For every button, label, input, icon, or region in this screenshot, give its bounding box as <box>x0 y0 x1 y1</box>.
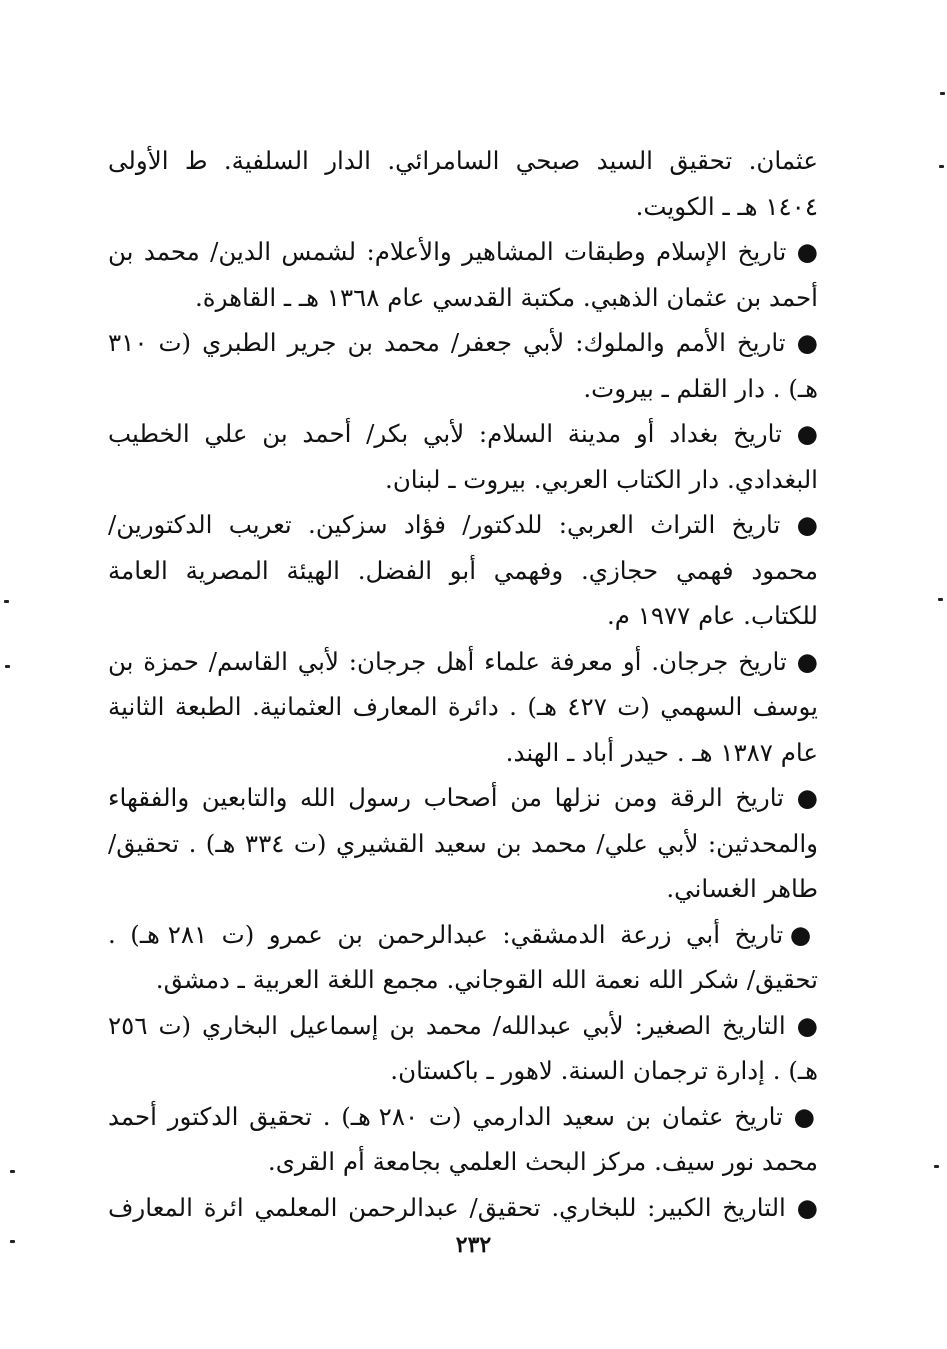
entry-line: محمود فهمي حجازي. وفهمي أبو الفضل. الهيئة المصرية العامة <box>108 555 818 585</box>
entry-line: ● تاريخ بغداد أو مدينة السلام: لأبي بكر/ أحمد بن علي الخطيب <box>108 419 818 448</box>
bibliography-entry <box>108 320 818 411</box>
bibliography-entry <box>108 502 818 639</box>
bibliography-entry <box>108 1185 818 1231</box>
margin-scan-mark <box>5 665 10 668</box>
bibliography-entry <box>108 639 818 776</box>
entry-line: تحقيق/ شكر الله نعمة الله القوجاني. مجمع اللغة العربية ـ دمشق. <box>155 965 818 994</box>
margin-scan-mark <box>939 165 944 168</box>
bibliography-entry <box>108 1003 818 1094</box>
bibliography-list <box>108 138 818 1230</box>
entry-line: ● تاريخ عثمان بن سعيد الدارمي (ت ٢٨٠ هـ) . تحقيق الدكتور أحمد <box>108 1101 818 1131</box>
entry-line: ● تاريخ جرجان. أو معرفة علماء أهل جرجان: لأبي القاسم/ حمزة بن <box>108 646 818 676</box>
entry-line: يوسف السهمي (ت ٤٢٧ هـ) . دائرة المعارف العثمانية. الطبعة الثانية <box>108 692 818 721</box>
entry-line: والمحدثين: لأبي علي/ محمد بن سعيد القشيري (ت ٣٣٤ هـ) . تحقيق/ <box>108 828 818 858</box>
entry-line: هـ) . إدارة ترجمان السنة. لاهور ـ باكستان. <box>390 1056 818 1085</box>
entry-line: ١٤٠٤ هـ ـ الكويت. <box>635 191 818 221</box>
entry-line: ● تاريخ التراث العربي: للدكتور/ فؤاد سزكين. تعريب الدكتورين/ <box>108 510 818 539</box>
margin-scan-mark <box>938 598 943 601</box>
bibliography-entry <box>108 411 818 502</box>
page-number: ٢٣٢ <box>455 1232 492 1258</box>
margin-scan-mark <box>10 1170 15 1173</box>
bibliography-entry <box>108 138 818 229</box>
margin-scan-mark <box>10 1240 15 1243</box>
entry-line: محمد نور سيف. مركز البحث العلمي بجامعة أم القرى. <box>267 1147 818 1176</box>
entry-line: ● التاريخ الصغير: لأبي عبدالله/ محمد بن إسماعيل البخاري (ت ٢٥٦ <box>108 1010 818 1040</box>
margin-scan-mark <box>934 1165 939 1168</box>
bibliography-entry <box>108 1094 818 1185</box>
entry-line: ● تاريخ الإسلام وطبقات المشاهير والأعلام: لشمس الدين/ محمد بن <box>108 237 818 266</box>
bibliography-entry <box>108 229 818 320</box>
margin-scan-mark <box>4 600 9 603</box>
entry-line: ●تاريخ أبي زرعة الدمشقي: عبدالرحمن بن عمرو (ت ٢٨١ هـ) . <box>108 919 818 949</box>
entry-line: طاهر الغساني. <box>666 874 818 903</box>
bibliography-entry <box>108 775 818 912</box>
bibliography-entry <box>108 912 818 1003</box>
entry-line: عثمان. تحقيق السيد صبحي السامرائي. الدار السلفية. ط الأولى <box>108 146 818 175</box>
entry-line: أحمد بن عثمان الذهبي. مكتبة القدسي عام ١٣٦٨ هـ ـ القاهرة. <box>194 282 818 312</box>
entry-line: ● تاريخ الأمم والملوك: لأبي جعفر/ محمد بن جرير الطبري (ت ٣١٠ <box>108 328 818 357</box>
margin-scan-mark <box>940 92 945 95</box>
entry-line: للكتاب. عام ١٩٧٧ م. <box>606 601 818 630</box>
entry-line: عام ١٣٨٧ هـ . حيدر أباد ـ الهند. <box>505 737 818 767</box>
entry-line: البغدادي. دار الكتاب العربي. بيروت ـ لبنان. <box>385 464 818 494</box>
entry-line: هـ) . دار القلم ـ بيروت. <box>583 373 818 403</box>
entry-line: ● تاريخ الرقة ومن نزلها من أصحاب رسول الله والتابعين والفقهاء <box>108 783 818 812</box>
entry-line: ● التاريخ الكبير: للبخاري. تحقيق/ عبدالرحمن المعلمي ائرة المعارف <box>108 1192 818 1222</box>
